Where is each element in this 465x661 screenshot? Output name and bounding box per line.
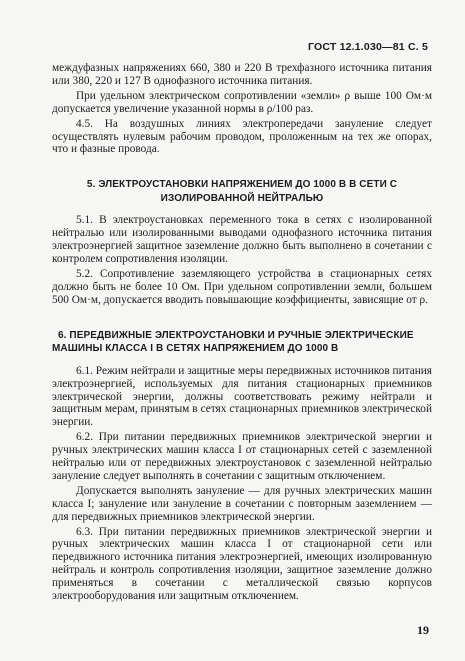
paragraph-6-2-allowance: Допускается выполнять зануление — для ручных электрических машин класса I; зануление или зануление в сочетании с повторным заземлением — для передвижных приемников электрической энергии.	[52, 484, 432, 523]
paragraph-resistivity: При удельном электрическом сопротивлении «земли» ρ выше 100 Ом·м допускается увеличение указанной нормы в ρ/100 раз.	[52, 89, 432, 115]
section-heading-5: 5. ЭЛЕКТРОУСТАНОВКИ НАПРЯЖЕНИЕМ ДО 1000 В В СЕТИ С ИЗОЛИРОВАННОЙ НЕЙТРАЛЬЮ	[86, 179, 398, 204]
paragraph-5-2: 5.2. Сопротивление заземляющего устройства в стационарных сетях должно быть не более 10 Ом. При удельном сопротивлении земли, большем 500 Ом·м, допускается вводить повышающие коэффициенты, зависящие от ρ.	[52, 267, 432, 306]
page-header: ГОСТ 12.1.030—81 С. 5	[307, 41, 428, 53]
document-body	[52, 62, 432, 603]
paragraph-4-5: 4.5. На воздушных линиях электропередачи зануление следует осуществлять нулевым рабочим проводом, проложенным на тех же опорах, что и фазные провода.	[52, 117, 432, 156]
paragraph-6-3: 6.3. При питании передвижных приемников электрической энергии и ручных электрических машин класса I от стационарной сети или передвижного источника питания электроэнергией, имеющих изолированную нейтраль и контроль сопротивления изоляции, защитное заземление должно применяться в сочетании с металлической связью корпусов электрооборудования или защитным отключением.	[52, 525, 432, 603]
paragraph-5-1: 5.1. В электроустановках переменного тока в сетях с изолированной нейтралью или изолированными выводами однофазного источника питания электроэнергией защитное заземление должно быть выполнено в сочетании с контролем сопротивления изоляции.	[52, 214, 432, 266]
paragraph-6-1: 6.1. Режим нейтрали и защитные меры передвижных источников питания электроэнергией, используемых для питания стационарных приемников электрической энергии, должны соответствовать режиму нейтрали и защитным мерам, принятым в сетях стационарных приемников электрической энергии.	[52, 364, 432, 429]
paragraph-6-2: 6.2. При питании передвижных приемников электрической энергии и ручных электрических машин класса I от стационарных сетей с заземленной нейтралью или от передвижных электроустановок с заземленной нейтралью зануление следует выполнять в сочетании с защитным отключением.	[52, 431, 432, 482]
page-number: 19	[417, 623, 429, 637]
section-heading-6: 6. ПЕРЕДВИЖНЫЕ ЭЛЕКТРОУСТАНОВКИ И РУЧНЫЕ ЭЛЕКТРИЧЕСКИЕ МАШИНЫ КЛАССА I В СЕТЯХ НАПРЯЖЕНИЕМ ДО 1000 В	[52, 329, 414, 355]
paragraph-continuation: междуфазных напряжениях 660, 380 и 220 В трехфазного источника питания или 380, 220 и 127 В однофазного источника питания.	[52, 62, 432, 87]
